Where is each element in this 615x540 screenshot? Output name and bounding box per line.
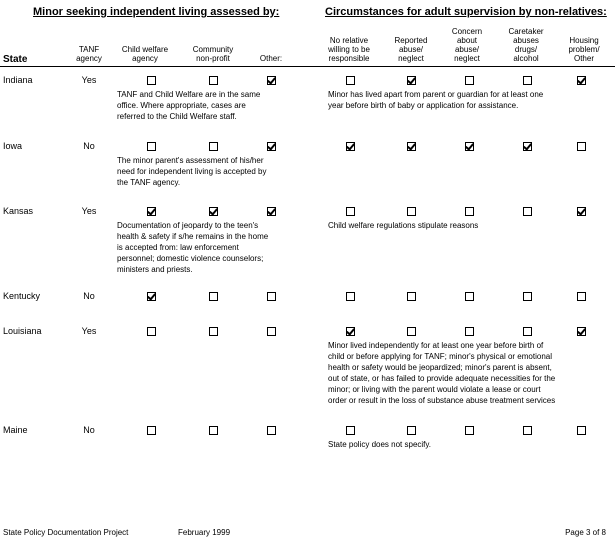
header-divider xyxy=(0,66,615,67)
tanf-value: No xyxy=(83,141,95,151)
checkbox-unchecked xyxy=(577,292,586,301)
checkbox-checked xyxy=(209,207,218,216)
footer-page-number: Page 3 of 8 xyxy=(565,528,606,537)
column-header-line: Other xyxy=(573,54,594,63)
checkbox-checked xyxy=(267,207,276,216)
right-note-line: year before birth of baby or application for assistance. xyxy=(328,101,519,110)
column-header-line: neglect xyxy=(454,54,480,63)
checkbox-checked xyxy=(346,327,355,336)
checkbox-unchecked xyxy=(577,142,586,151)
column-header-line: No relative xyxy=(329,36,369,45)
checkbox-unchecked xyxy=(346,426,355,435)
state-name: Maine xyxy=(3,425,28,435)
right-note-line: Child welfare regulations stipulate reasons xyxy=(328,221,479,230)
column-header-line: agency xyxy=(76,54,102,63)
right-note-line: out of state, or has failed to provide adequate necessities for the xyxy=(328,374,556,383)
checkbox-unchecked xyxy=(147,426,156,435)
column-header-line: abuses xyxy=(513,36,539,45)
right-note-line: Minor lived independently for at least one year before birth of xyxy=(328,341,544,350)
checkbox-checked xyxy=(407,76,416,85)
left-note-line: TANF and Child Welfare are in the same xyxy=(117,90,261,99)
checkbox-checked xyxy=(577,76,586,85)
checkbox-unchecked xyxy=(209,292,218,301)
checkbox-unchecked xyxy=(209,76,218,85)
column-header-line: non-profit xyxy=(196,54,230,63)
column-header-line: Concern xyxy=(451,27,483,36)
left-note-line: is accepted from: law enforcement xyxy=(117,243,239,252)
state-name: Louisiana xyxy=(3,326,42,336)
column-header-line: Child welfare xyxy=(121,45,169,54)
checkbox-checked xyxy=(267,142,276,151)
column-header xyxy=(251,54,291,63)
checkbox-unchecked xyxy=(346,292,355,301)
tanf-value: No xyxy=(83,291,95,301)
column-header-line: abuse/ xyxy=(454,45,480,54)
state-name: Kansas xyxy=(3,206,34,216)
checkbox-unchecked xyxy=(267,327,276,336)
column-header-line: agency xyxy=(132,54,158,63)
checkbox-unchecked xyxy=(465,426,474,435)
left-note-line: need for independent living is accepted by xyxy=(117,167,267,176)
checkbox-unchecked xyxy=(147,142,156,151)
tanf-value: No xyxy=(83,425,95,435)
checkbox-unchecked xyxy=(465,292,474,301)
checkbox-unchecked xyxy=(523,207,532,216)
right-note-line: State policy does not specify. xyxy=(328,440,432,449)
right-group-heading: Circumstances for adult supervision by non-relatives: xyxy=(325,6,607,18)
right-note-line: health or safety would be jeopardized; minor's parent is absent, xyxy=(328,363,552,372)
column-header-line: Other: xyxy=(259,54,283,63)
tanf-value: Yes xyxy=(81,326,97,336)
checkbox-checked xyxy=(407,142,416,151)
column-header xyxy=(559,36,609,63)
column-header xyxy=(501,27,551,63)
checkbox-unchecked xyxy=(523,76,532,85)
checkbox-checked xyxy=(147,207,156,216)
column-header-line: neglect xyxy=(398,54,424,63)
checkbox-checked xyxy=(523,142,532,151)
column-header xyxy=(386,36,436,63)
checkbox-unchecked xyxy=(465,327,474,336)
checkbox-unchecked xyxy=(267,426,276,435)
column-header xyxy=(183,45,243,63)
footer-project: State Policy Documentation Project xyxy=(3,528,129,537)
left-note-line: the TANF agency. xyxy=(117,178,181,187)
checkbox-unchecked xyxy=(407,327,416,336)
checkbox-unchecked xyxy=(577,426,586,435)
checkbox-unchecked xyxy=(267,292,276,301)
state-name: Kentucky xyxy=(3,291,41,301)
checkbox-checked xyxy=(465,142,474,151)
column-header xyxy=(442,27,492,63)
footer-date: February 1999 xyxy=(178,528,231,537)
left-group-heading: Minor seeking independent living assessed by: xyxy=(33,6,280,18)
left-note-line: health & safety if s/he remains in the home xyxy=(117,232,269,241)
checkbox-checked xyxy=(147,292,156,301)
checkbox-unchecked xyxy=(346,207,355,216)
column-header-line: drugs/ xyxy=(514,45,538,54)
checkbox-checked xyxy=(267,76,276,85)
column-header xyxy=(113,45,177,63)
checkbox-unchecked xyxy=(407,207,416,216)
state-column-header: State xyxy=(3,54,28,65)
column-header-line: Community xyxy=(192,45,234,54)
column-header-line: problem/ xyxy=(568,45,600,54)
column-header-line: about xyxy=(456,36,478,45)
checkbox-unchecked xyxy=(465,76,474,85)
left-note-line: personnel; domestic violence counselors; xyxy=(117,254,264,263)
checkbox-checked xyxy=(346,142,355,151)
left-note-line: ministers and priests. xyxy=(117,265,193,274)
checkbox-unchecked xyxy=(407,426,416,435)
checkbox-unchecked xyxy=(523,327,532,336)
column-header-line: willing to be xyxy=(328,45,370,54)
tanf-value: Yes xyxy=(81,206,97,216)
checkbox-unchecked xyxy=(209,327,218,336)
checkbox-unchecked xyxy=(209,142,218,151)
left-note-line: referred to the Child Welfare staff. xyxy=(117,112,237,121)
checkbox-unchecked xyxy=(523,292,532,301)
left-note-line: The minor parent's assessment of his/her xyxy=(117,156,264,165)
checkbox-unchecked xyxy=(209,426,218,435)
tanf-value: Yes xyxy=(81,75,97,85)
column-header-line: Caretaker xyxy=(508,27,544,36)
column-header xyxy=(319,36,379,63)
column-header-line: abuse/ xyxy=(398,45,424,54)
checkbox-unchecked xyxy=(465,207,474,216)
column-header-line: Reported xyxy=(394,36,428,45)
left-note-line: office. Where appropriate, cases are xyxy=(117,101,246,110)
checkbox-unchecked xyxy=(346,76,355,85)
checkbox-checked xyxy=(577,327,586,336)
right-note-line: Minor has lived apart from parent or guardian for at least one xyxy=(328,90,544,99)
checkbox-unchecked xyxy=(147,76,156,85)
column-header-line: responsible xyxy=(328,54,370,63)
checkbox-unchecked xyxy=(523,426,532,435)
right-note-line: order or result in the loss of substance abuse treatment services xyxy=(328,396,556,405)
column-header-line: alcohol xyxy=(513,54,539,63)
right-note-line: minor; or living with the parent would violate a lease or court xyxy=(328,385,541,394)
column-header xyxy=(67,45,111,63)
checkbox-unchecked xyxy=(147,327,156,336)
checkbox-checked xyxy=(577,207,586,216)
left-note-line: Documentation of jeopardy to the teen's xyxy=(117,221,259,230)
state-name: Indiana xyxy=(3,75,33,85)
state-name: Iowa xyxy=(3,141,23,151)
column-header-line: Housing xyxy=(569,36,599,45)
column-header-line: TANF xyxy=(78,45,100,54)
right-note-line: child or before applying for TANF; minor's physical or emotional xyxy=(328,352,552,361)
checkbox-unchecked xyxy=(407,292,416,301)
